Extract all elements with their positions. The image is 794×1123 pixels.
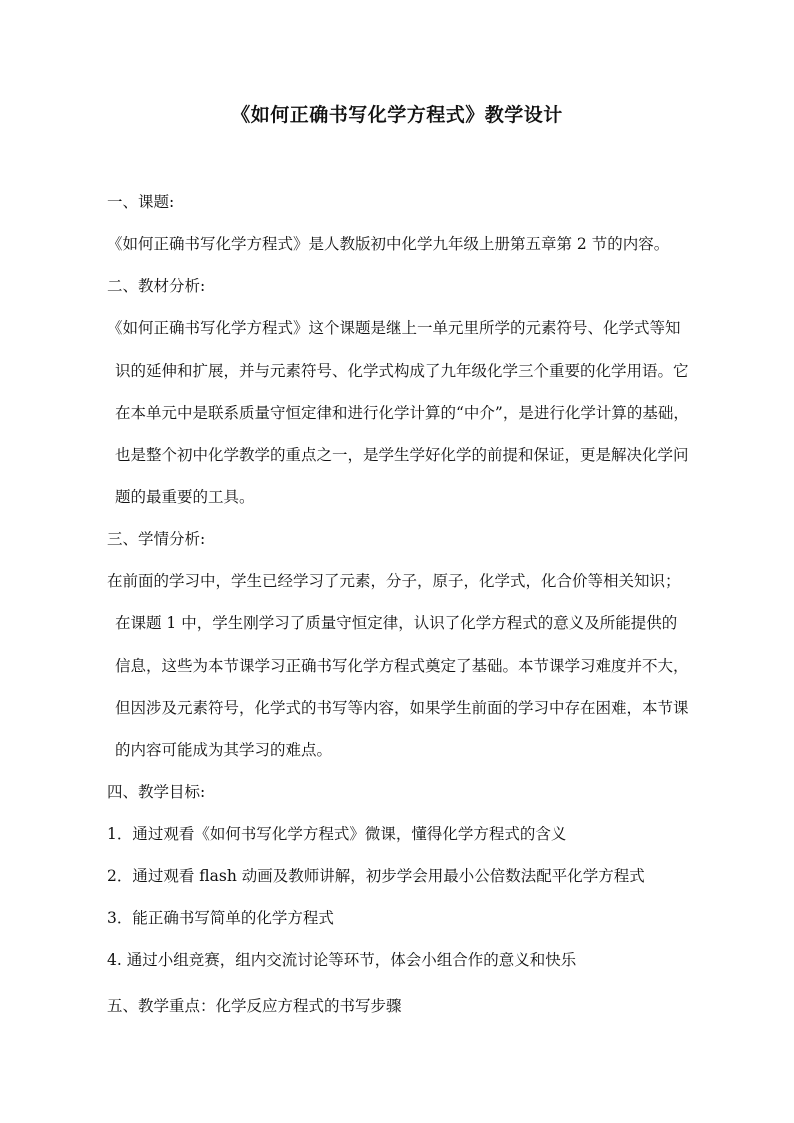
paragraph-line: 但因涉及元素符号，化学式的书写等内容，如果学生前面的学习中存在困难，本节课: [115, 699, 689, 717]
list-item: 3．能正确书写简单的化学方程式: [107, 909, 334, 927]
section-heading-material-analysis: 二、教材分析:: [107, 277, 206, 295]
section-heading-topic: 一、课题:: [107, 193, 175, 211]
paragraph-line: 题的最重要的工具。: [115, 488, 255, 506]
paragraph-line: 在课题 1 中，学生刚学习了质量守恒定律，认识了化学方程式的意义及所能提供的: [115, 614, 678, 632]
paragraph-line: 也是整个初中化学教学的重点之一，是学生学好化学的前提和保证，更是解决化学问: [115, 446, 689, 464]
document-title: 《如何正确书写化学方程式》教学设计: [231, 104, 563, 126]
paragraph-line: 的内容可能成为其学习的难点。: [115, 741, 333, 759]
paragraph-line: 识的延伸和扩展，并与元素符号、化学式构成了九年级化学三个重要的化学用语。它: [115, 362, 689, 380]
paragraph-line: 在前面的学习中，学生已经学习了元素，分子，原子，化学式，化合价等相关知识；: [107, 572, 681, 590]
paragraph-line: 《如何正确书写化学方程式》是人教版初中化学九年级上册第五章第 2 节的内容。: [107, 235, 670, 253]
list-item: 2．通过观看 flash 动画及教师讲解，初步学会用最小公倍数法配平化学方程式: [107, 867, 645, 885]
section-heading-student-analysis: 三、学情分析:: [107, 530, 206, 548]
section-heading-key-points: 五、教学重点：化学反应方程式的书写步骤: [107, 997, 402, 1015]
paragraph-line: 《如何正确书写化学方程式》这个课题是继上一单元里所学的元素符号、化学式等知: [107, 319, 681, 337]
section-heading-teaching-goals: 四、教学目标:: [107, 783, 206, 801]
list-item: 1．通过观看《如何书写化学方程式》微课，懂得化学方程式的含义: [107, 825, 567, 843]
list-item: 4. 通过小组竞赛，组内交流讨论等环节，体会小组合作的意义和快乐: [107, 951, 577, 969]
paragraph-line: 信息，这些为本节课学习正确书写化学方程式奠定了基础。本节课学习难度并不大，: [115, 657, 689, 675]
paragraph-line: 在本单元中是联系质量守恒定律和进行化学计算的“中介”，是进行化学计算的基础，: [115, 404, 689, 422]
